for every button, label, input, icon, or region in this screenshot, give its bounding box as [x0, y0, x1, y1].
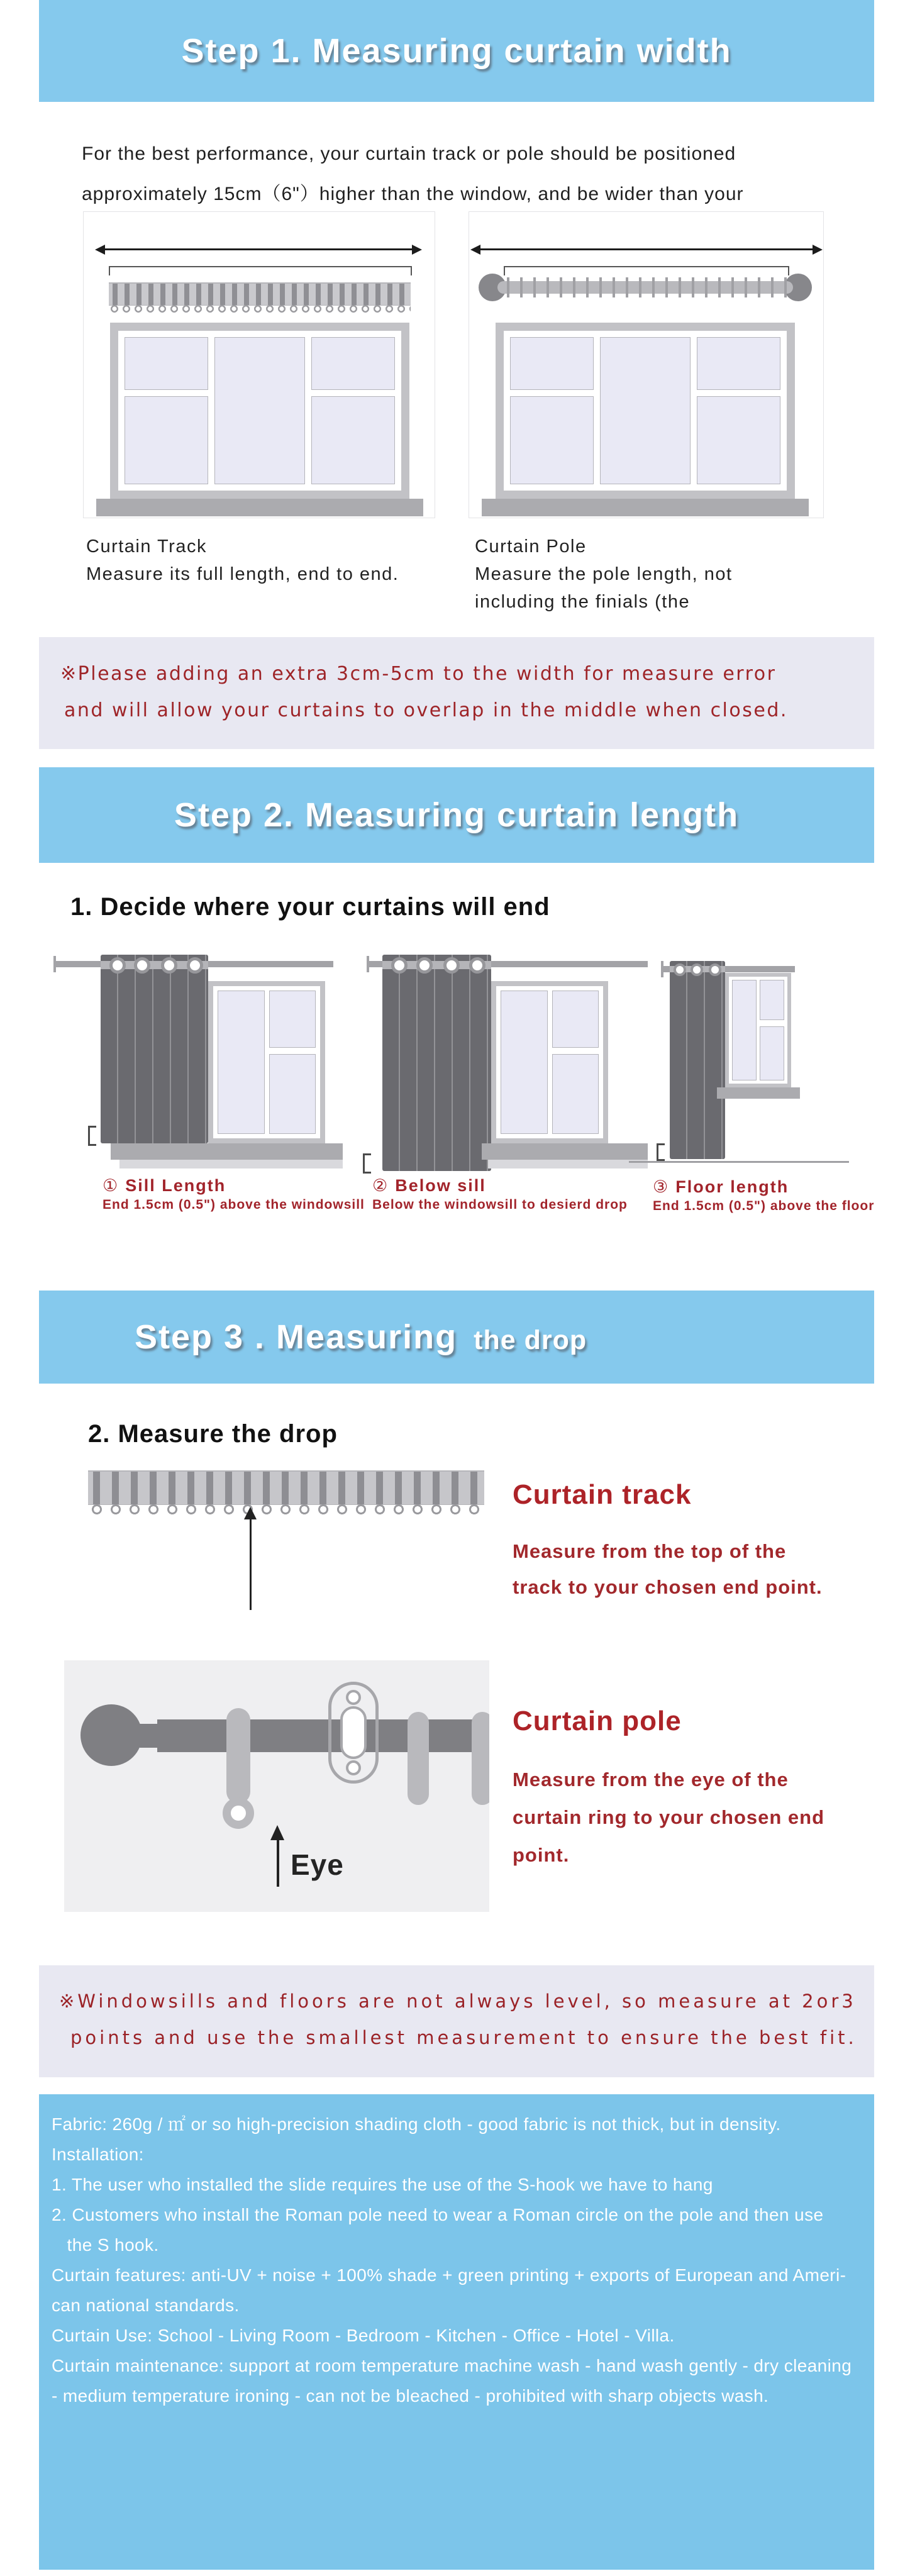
screw-icon	[346, 1760, 361, 1775]
track-rings	[109, 304, 411, 314]
drop-track-line2: track to your chosen end point.	[513, 1576, 823, 1598]
option1-desc: End 1.5cm (0.5") above the windowsill	[103, 1197, 365, 1212]
grommet-icon	[134, 957, 150, 974]
curtain-track-illustration	[83, 211, 435, 518]
grommet-icon	[709, 963, 721, 976]
curtain-pole-illustration	[469, 211, 824, 518]
option1-title-text: Sill Length	[125, 1176, 226, 1195]
width-note-line2: and will allow your curtains to overlap in the middle when closed.	[64, 699, 788, 721]
diagram3-sill	[717, 1087, 800, 1099]
option2-title-text: Below sill	[395, 1176, 486, 1195]
diagram2-sill	[482, 1143, 648, 1160]
drop-note-line2: points and use the smallest measurement to ensure the best fit.	[70, 2027, 857, 2048]
pole-finial-icon	[80, 1704, 142, 1766]
window-pane	[269, 991, 316, 1048]
floor-line	[629, 1161, 849, 1163]
measure-end-mark	[363, 1153, 371, 1174]
option1-title	[103, 1176, 226, 1196]
option3-title	[653, 1177, 789, 1197]
window-pane	[125, 396, 208, 484]
measure-bracket-icon	[109, 266, 412, 275]
option2-title	[372, 1176, 486, 1196]
track-caption-desc: Measure its full length, end to end.	[86, 564, 399, 584]
info-line: Fabric: 260g / ㎡ or so high-precision shading cloth - good fabric is not thick, but in density.	[52, 2114, 781, 2134]
grommet-icon	[674, 963, 686, 976]
measure-end-mark	[657, 1143, 665, 1161]
pole-caption-desc1: Measure the pole length, not	[475, 564, 733, 584]
info-line: Installation:	[52, 2145, 144, 2164]
drop-track-rings	[88, 1503, 484, 1516]
diagram2-window	[491, 981, 608, 1143]
pole-rings	[497, 277, 793, 297]
window-pane	[311, 396, 395, 484]
pole-neck	[140, 1724, 158, 1748]
screw-icon	[346, 1690, 361, 1705]
diagram2-curtain	[382, 955, 491, 1171]
step1-banner	[39, 0, 874, 102]
diagram1-sill	[111, 1143, 343, 1160]
info-line: Curtain features: anti-UV + noise + 100% shade + green printing + exports of European and Ameri-	[52, 2265, 846, 2285]
step3-banner-title: Step 3 . Measuring	[135, 1318, 458, 1356]
width-note-line1: ※Please adding an extra 3cm-5cm to the width for measure error	[60, 663, 777, 685]
drop-heading: 2. Measure the drop	[88, 1420, 338, 1448]
drop-pole-title: Curtain pole	[513, 1706, 682, 1736]
option1-number: ①	[103, 1176, 119, 1195]
window-pane	[214, 337, 305, 484]
window	[496, 323, 795, 499]
up-arrow-icon	[270, 1825, 284, 1840]
step1-banner-title: Step 1. Measuring curtain width	[181, 32, 732, 70]
step3-banner-subtitle: the drop	[474, 1324, 587, 1355]
diagram3-curtain	[670, 961, 725, 1159]
drop-pole-line2: curtain ring to your chosen end	[513, 1806, 825, 1828]
pole-caption-title: Curtain Pole	[475, 536, 587, 557]
track-strip	[109, 282, 411, 306]
drop-track-strip	[88, 1470, 484, 1505]
diagram1-wall	[119, 1160, 343, 1169]
info-line: the S hook.	[52, 2235, 159, 2255]
step2-banner-title: Step 2. Measuring curtain length	[174, 796, 740, 834]
option3-title-text: Floor length	[675, 1177, 789, 1196]
length-heading: 1. Decide where your curtains will end	[70, 893, 550, 921]
measure-end-mark	[88, 1126, 96, 1146]
up-arrow-icon	[244, 1507, 257, 1519]
window	[110, 323, 409, 499]
window-pane	[269, 1054, 316, 1134]
width-note-box	[39, 637, 874, 749]
window-pane	[697, 396, 780, 484]
grommet-icon	[161, 957, 177, 974]
grommet-icon	[109, 957, 126, 974]
pole-bar	[157, 1719, 489, 1752]
ring-eye-icon	[223, 1797, 254, 1829]
window-pane	[552, 1054, 599, 1134]
up-arrow-line	[250, 1518, 252, 1610]
grommet-icon	[691, 963, 703, 976]
window-pane	[760, 1026, 784, 1080]
measure-bracket-icon	[504, 266, 789, 275]
grommet-icon	[416, 957, 433, 974]
intro-line-2: approximately 15cm（6"）higher than the window, and be wider than your	[82, 184, 744, 204]
drop-note-line1: ※Windowsills and floors are not always level, so measure at 2or3	[59, 1990, 857, 2012]
window-sill	[96, 499, 423, 516]
window-pane	[311, 337, 395, 390]
intro-line-1: For the best performance, your curtain track or pole should be positioned	[82, 143, 736, 164]
diagram2-wall	[488, 1160, 648, 1169]
window-pane	[732, 980, 757, 1080]
up-arrow-line	[277, 1839, 279, 1887]
window-pane	[125, 337, 208, 390]
option3-desc: End 1.5cm (0.5") above the floor	[653, 1199, 875, 1213]
option3-number: ③	[653, 1177, 670, 1196]
measure-arrow-icon	[480, 248, 813, 250]
drop-track-line1: Measure from the top of the	[513, 1540, 787, 1562]
curtain-ring	[408, 1712, 429, 1805]
curtain-ring	[226, 1708, 250, 1804]
window-pane	[552, 991, 599, 1048]
option2-desc: Below the windowsill to desierd drop	[372, 1197, 628, 1212]
eye-label: Eye	[291, 1848, 344, 1881]
window-pane	[697, 337, 780, 390]
info-line: - medium temperature ironing - can not be bleached - prohibited with sharp objects wash.	[52, 2386, 769, 2406]
grommet-icon	[391, 957, 408, 974]
drop-pole-line1: Measure from the eye of the	[513, 1768, 789, 1790]
window-pane	[501, 991, 548, 1134]
drop-pole-line3: point.	[513, 1844, 570, 1866]
window-pane	[600, 337, 691, 484]
product-info-box	[39, 2094, 874, 2570]
pole-caption-desc2: including the finials (the	[475, 592, 691, 612]
grommet-icon	[443, 957, 460, 974]
diagram1-curtain	[101, 955, 208, 1143]
info-line: Curtain Use: School - Living Room - Bedroom - Kitchen - Office - Hotel - Villa.	[52, 2326, 675, 2345]
option2-number: ②	[372, 1176, 389, 1195]
drop-track-title: Curtain track	[513, 1479, 692, 1510]
grommet-icon	[187, 957, 203, 974]
drop-note-box	[39, 1965, 874, 2077]
wall-bracket-icon	[328, 1682, 379, 1784]
window-pane	[510, 337, 594, 390]
window-pane	[760, 980, 784, 1020]
bracket-slot	[340, 1706, 367, 1759]
info-line: Curtain maintenance: support at room temperature machine wash - hand wash gently - dry cleaning	[52, 2356, 852, 2375]
window-sill	[482, 499, 809, 516]
step3-banner	[39, 1291, 874, 1384]
info-line: 2. Customers who install the Roman pole need to wear a Roman circle on the pole and then use	[52, 2205, 824, 2224]
diagram1-window	[208, 981, 325, 1143]
grommet-icon	[469, 957, 486, 974]
info-line: 1. The user who installed the slide requires the use of the S-hook we have to hang	[52, 2175, 713, 2194]
curtain-ring	[472, 1712, 489, 1805]
window-pane	[510, 396, 594, 484]
track-caption-title: Curtain Track	[86, 536, 207, 557]
window-pane	[218, 991, 265, 1134]
info-line: can national standards.	[52, 2296, 240, 2315]
measure-arrow-icon	[105, 248, 412, 250]
drop-pole-illustration	[64, 1660, 489, 1912]
diagram3-window	[725, 973, 791, 1087]
step2-banner	[39, 767, 874, 863]
